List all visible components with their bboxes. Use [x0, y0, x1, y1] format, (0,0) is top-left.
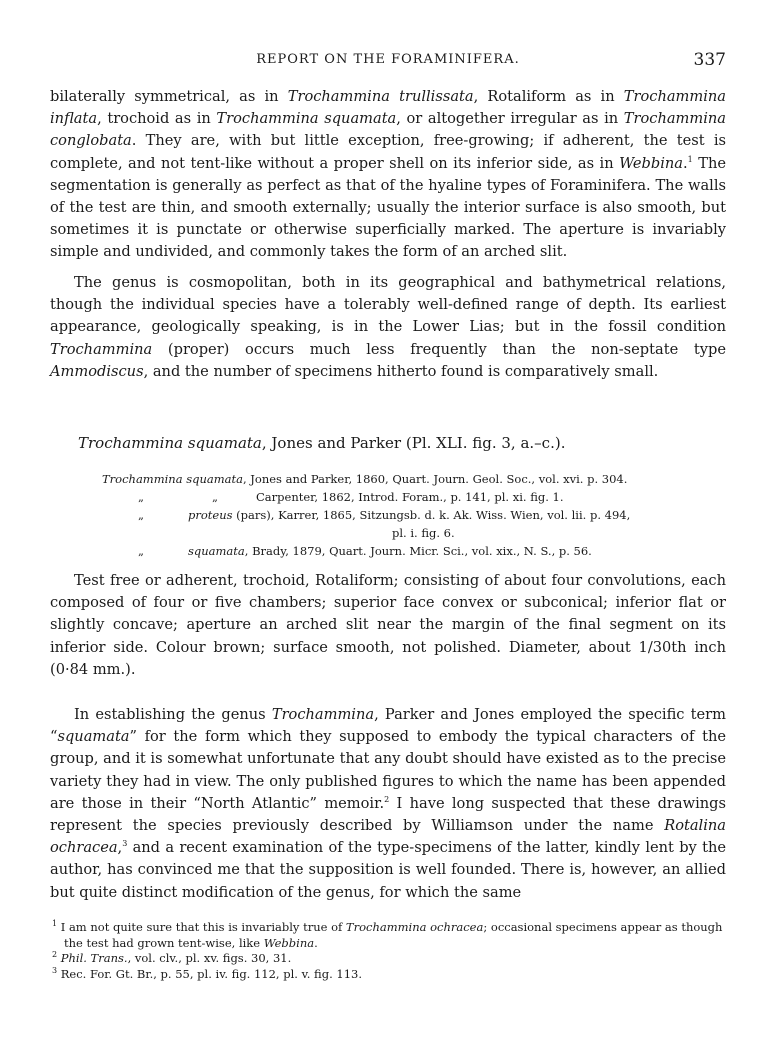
species-name: Trochammina squamata	[78, 434, 262, 452]
synonym-citation-cont: pl. i. fig. 6.	[392, 526, 455, 540]
footnotes	[50, 920, 726, 982]
italic-taxon: Trochammina ochracea	[345, 920, 484, 934]
text: .	[683, 154, 688, 172]
italic-taxon: Trochammina	[271, 706, 375, 723]
text: (proper) occurs much less frequently than the non-septate type	[152, 340, 726, 358]
species-authority: , Jones and Parker (Pl. XLI. fig. 3, a.–c.).	[261, 434, 566, 452]
synonymy-line	[138, 542, 724, 560]
footnote-ref-3[interactable]: 3	[122, 839, 128, 849]
italic-taxon: Rotalina ochracea	[50, 817, 726, 857]
text: Rec. For. Gt. Br., p. 55, pl. iv. fig. 112, pl. v. fig. 113.	[57, 966, 362, 981]
species-description	[50, 570, 726, 681]
italic-taxon: Webbina	[263, 935, 315, 950]
text: The segmentation is generally as perfect as that of the hyaline types of Foraminifera. The walls of the test are thin, and smooth externally; usually the interior surface is also smooth, but sometimes it is punctate or otherwise superficially marked. The aperture is invariably simple and undivided, and commonly takes the form of an arched slit.	[50, 154, 726, 261]
footnote-mark: 2	[52, 950, 58, 960]
ditto-mark: „	[138, 508, 144, 522]
italic-term: squamata	[57, 728, 130, 746]
ditto-mark: „	[138, 490, 144, 504]
running-header	[50, 50, 726, 70]
footnote-mark: 1	[52, 919, 58, 929]
text: , Rotaliform as in	[473, 88, 624, 105]
italic-taxon: Webbina	[619, 154, 684, 172]
italic-taxon: Trochammina conglobata	[50, 110, 726, 150]
paragraph-2	[50, 272, 726, 383]
footnote-1	[50, 920, 726, 951]
footnote-3	[50, 967, 726, 983]
ditto-mark: „	[212, 490, 218, 504]
text: ,	[117, 839, 123, 857]
synonym-citation: , Jones and Parker, 1860, Quart. Journ. Geol. Soc., vol. xvi. p. 304.	[242, 472, 628, 486]
text: , and the number of specimens hitherto found is comparatively small.	[143, 362, 659, 380]
text: .	[314, 935, 318, 950]
text: , trochoid as in	[97, 110, 217, 128]
synonymy-line	[138, 506, 724, 524]
synonym-citation: (pars), Karrer, 1865, Sitzungsb. d. k. Ak. Wiss. Wien, vol. lii. p. 494,	[232, 508, 631, 522]
footnote-ref-1[interactable]: 1	[687, 154, 693, 164]
footnote-mark: 3	[52, 965, 58, 975]
italic-taxon: Ammodiscus	[50, 362, 144, 380]
text: I have long suspected that these drawings represent the species previously described by Williamson under the name	[50, 794, 726, 835]
synonym-name: Trochammina squamata	[102, 472, 243, 486]
synonym-citation: , Brady, 1879, Quart. Journ. Micr. Sci., vol. xix., N. S., p. 56.	[244, 544, 592, 558]
text: , or altogether irregular as in	[396, 110, 624, 128]
text: , Parker and Jones employed the specific term “	[50, 706, 726, 746]
synonym-citation: Carpenter, 1862, Introd. Foram., p. 141, pl. xi. fig. 1.	[256, 490, 564, 504]
text: ” for the form which they supposed to embody the typical characters of the group, and it is somewhat unfortunate that any doubt should have existed as to the precise variety they had in view. The only published figures to which the name has been appended are those in their “North Atlantic” memoir.	[50, 728, 726, 812]
footnote-ref-2[interactable]: 2	[384, 794, 390, 804]
running-title: REPORT ON THE FORAMINIFERA.	[256, 52, 520, 67]
journal-name: Phil. Trans.	[60, 951, 128, 965]
text: The genus is cosmopolitan, both in its geographical and bathymetrical relations, though the individual species have a tolerably well-defined range of depth. Its earliest appearance, geologically speaking, is in the Lower Lias; but in the fossil condition	[50, 274, 726, 336]
italic-taxon: Trochammina trullissata	[287, 88, 474, 105]
paragraph-3	[50, 704, 726, 904]
text: bilaterally symmetrical, as in	[50, 88, 288, 105]
footnote-2	[50, 951, 726, 967]
text: . They are, with but little exception, free-growing; if adherent, the test is complete, and not tent-like without a proper shell on its inferior side, as in	[50, 132, 726, 172]
synonym-name: squamata	[188, 544, 245, 558]
italic-taxon: Trochammina	[50, 340, 153, 358]
synonymy-list	[102, 470, 724, 560]
synonymy-line	[102, 470, 724, 488]
species-heading	[78, 433, 718, 453]
ditto-mark: „	[138, 544, 144, 558]
italic-taxon: Trochammina squamata	[216, 110, 397, 128]
description-text: Test free or adherent, trochoid, Rotaliform; consisting of about four convolutions, each composed of four or five chambers; superior face convex or subconical; inferior flat or slightly concave; aperture an arched slit near the margin of the final segment on its inferior side. Colour brown; surface smooth, not polished. Diameter, about 1/30th inch (0·84 mm.).	[50, 572, 726, 678]
synonymy-line	[138, 524, 724, 542]
text: and a recent examination of the type-specimens of the latter, kindly lent by the author, has convinced me that the supposition is well founded. There is, however, an allied but quite distinct modification of the genus, for which the same	[50, 839, 726, 901]
paragraph-1	[50, 86, 726, 264]
text: In establishing the genus	[74, 706, 272, 723]
synonymy-line	[138, 488, 724, 506]
text: I am not quite sure that this is invariably true of	[57, 920, 346, 934]
page-number: 337	[693, 50, 726, 70]
synonym-name: proteus	[188, 508, 233, 522]
text: , vol. clv., pl. xv. figs. 30, 31.	[127, 951, 292, 965]
text: ; occasional specimens appear as though the test had grown tent-wise, like	[64, 920, 723, 950]
italic-taxon: Trochammina inflata	[50, 88, 726, 128]
